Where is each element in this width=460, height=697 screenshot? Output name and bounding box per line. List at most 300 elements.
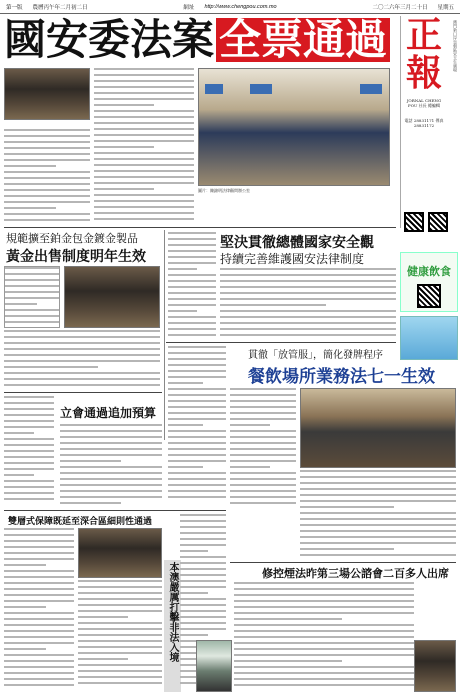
text-line — [300, 554, 456, 556]
text-line — [4, 444, 54, 446]
text-line — [300, 530, 456, 532]
text-line — [168, 382, 203, 384]
text-line — [4, 660, 74, 662]
text-line — [220, 310, 396, 312]
text-line — [234, 630, 414, 632]
text-line — [234, 588, 414, 590]
text-line — [180, 610, 226, 612]
text-line — [180, 526, 226, 528]
page-number: 第一版 — [6, 4, 23, 11]
article3-text-col1 — [168, 346, 226, 504]
text-line — [4, 330, 160, 332]
article2-text-col2 — [220, 268, 396, 340]
text-line — [234, 582, 414, 584]
top-info-bar — [0, 0, 460, 14]
text-line — [168, 280, 216, 282]
text-line — [94, 104, 154, 106]
masthead — [400, 16, 458, 228]
text-line — [4, 450, 54, 452]
text-line — [60, 490, 162, 492]
text-line — [4, 177, 90, 179]
text-line — [94, 176, 194, 178]
text-line — [4, 219, 90, 221]
text-line — [4, 564, 46, 566]
text-line — [168, 424, 203, 426]
article4-text-col2 — [60, 424, 162, 508]
text-line — [168, 328, 216, 330]
text-line — [234, 648, 414, 650]
text-line — [4, 528, 74, 530]
text-line — [94, 212, 194, 214]
text-line — [168, 454, 226, 456]
text-line — [94, 188, 154, 190]
text-line — [234, 660, 342, 662]
masthead-info-text: JORNAL CHENG POU 社長 總編輯 — [406, 98, 442, 108]
text-line — [4, 486, 54, 488]
ad-banner-image[interactable] — [400, 316, 458, 360]
qr-code-icon — [404, 212, 424, 232]
qr-code-icon — [428, 212, 448, 232]
weekday: 星期五 — [437, 4, 455, 11]
text-line — [4, 672, 74, 674]
text-line — [4, 195, 90, 197]
text-line — [234, 606, 414, 608]
text-line — [4, 474, 34, 476]
text-line — [4, 606, 46, 608]
text-line — [234, 678, 414, 680]
text-line — [4, 582, 74, 584]
text-line — [78, 658, 128, 660]
text-line — [168, 316, 216, 318]
text-line — [234, 672, 414, 674]
text-line — [180, 520, 226, 522]
text-line — [94, 200, 194, 202]
article6-text — [234, 582, 414, 692]
text-line — [4, 438, 54, 440]
text-line — [168, 256, 216, 258]
text-line — [4, 141, 90, 143]
text-line — [94, 128, 194, 130]
issue-date: 二〇二六年三月二十日 — [372, 4, 428, 11]
text-line — [5, 309, 59, 311]
text-line — [60, 472, 162, 474]
text-line — [4, 480, 54, 482]
text-line — [168, 310, 197, 312]
text-line — [180, 568, 226, 570]
text-line — [78, 670, 162, 672]
article7-vertical-title: 本澳嚴厲打擊非法入境 — [164, 560, 181, 692]
article1-title: 黃金出售制度明年生效 — [6, 249, 146, 265]
text-line — [4, 213, 90, 215]
text-line — [4, 354, 160, 356]
text-line — [78, 598, 162, 600]
text-line — [94, 206, 194, 208]
qr-code-icon — [417, 284, 441, 308]
gold-meeting-photo — [64, 266, 160, 328]
text-line — [4, 165, 56, 167]
text-line — [4, 462, 54, 464]
text-line — [94, 98, 194, 100]
text-line — [4, 420, 54, 422]
text-line — [4, 576, 74, 578]
text-line — [4, 684, 74, 686]
text-line — [78, 586, 162, 588]
text-line — [300, 536, 456, 538]
text-line — [94, 110, 194, 112]
text-line — [4, 492, 54, 494]
text-line — [168, 400, 226, 402]
text-line — [300, 542, 456, 544]
text-line — [78, 592, 162, 594]
text-line — [4, 189, 90, 191]
divider — [166, 342, 396, 343]
text-line — [220, 292, 396, 294]
text-line — [5, 279, 59, 281]
text-line — [94, 152, 194, 154]
text-line — [234, 684, 414, 686]
text-line — [94, 182, 194, 184]
text-line — [4, 600, 74, 602]
text-line — [180, 586, 226, 588]
web-label: 網址 — [183, 4, 195, 11]
text-line — [4, 342, 160, 344]
text-line — [5, 267, 59, 269]
article2-title: 堅決貫徹總體國家安全觀 — [220, 235, 374, 251]
text-line — [4, 408, 54, 410]
text-line — [234, 600, 414, 602]
article4-title: 立會通過追加預算 — [60, 406, 157, 420]
qr-codes — [404, 212, 448, 232]
text-line — [94, 116, 194, 118]
consultation-photo — [414, 640, 456, 692]
text-line — [300, 506, 394, 508]
text-line — [168, 304, 216, 306]
text-line — [4, 129, 90, 131]
text-line — [168, 292, 216, 294]
text-line — [230, 436, 296, 438]
text-line — [230, 400, 296, 402]
text-line — [4, 402, 54, 404]
text-line — [168, 370, 226, 372]
text-line — [94, 86, 194, 88]
text-line — [4, 171, 90, 173]
article1-subtitle: 規範擴至鉑金包金鍍金製品 — [6, 232, 138, 245]
text-line — [220, 286, 396, 288]
text-line — [168, 244, 216, 246]
text-line — [180, 622, 226, 624]
text-line — [168, 430, 226, 432]
text-line — [4, 348, 160, 350]
text-line — [60, 454, 162, 456]
text-line — [78, 646, 162, 648]
article-text-col1 — [4, 122, 90, 224]
text-line — [4, 468, 54, 470]
cooperation-zone-photo — [78, 528, 162, 578]
text-line — [94, 92, 194, 94]
text-line — [168, 394, 226, 396]
text-line — [78, 610, 162, 612]
text-line — [78, 628, 162, 630]
main-headline — [4, 16, 396, 64]
text-line — [168, 478, 226, 480]
text-line — [168, 298, 216, 300]
text-line — [4, 336, 160, 338]
text-line — [4, 678, 74, 680]
text-line — [4, 372, 160, 374]
police-photo — [196, 640, 232, 692]
text-line — [234, 618, 342, 620]
text-line — [4, 498, 54, 500]
text-line — [180, 634, 208, 636]
text-line — [300, 524, 456, 526]
text-line — [4, 366, 98, 368]
assembly-photo-1 — [4, 68, 90, 120]
text-line — [168, 484, 226, 486]
text-line — [168, 238, 216, 240]
screen-display — [205, 84, 223, 94]
text-line — [300, 482, 456, 484]
main-photo-caption: 圖片：陳錦明法律顧問辦公室 — [198, 188, 250, 193]
divider — [4, 392, 162, 393]
text-line — [220, 298, 396, 300]
website-link[interactable]: http://www.chengpou.com.mo — [204, 3, 277, 10]
text-line — [4, 540, 74, 542]
text-line — [180, 616, 226, 618]
masthead-address: 澳門新口岸皇朝區宋玉生廣場 — [453, 20, 458, 72]
text-line — [168, 376, 226, 378]
text-line — [168, 334, 216, 336]
text-line — [168, 448, 226, 450]
divider — [4, 227, 396, 228]
text-line — [234, 666, 414, 668]
text-line — [94, 194, 194, 196]
text-line — [168, 286, 216, 288]
article-text-col2 — [94, 68, 194, 224]
text-line — [4, 630, 74, 632]
text-line — [4, 642, 74, 644]
text-line — [94, 140, 194, 142]
text-line — [230, 448, 296, 450]
text-line — [168, 406, 226, 408]
text-line — [4, 618, 74, 620]
text-line — [230, 502, 296, 504]
newspaper-logo: 正報 — [405, 14, 442, 94]
text-line — [180, 556, 226, 558]
text-line — [4, 588, 74, 590]
text-line — [5, 291, 59, 293]
text-line — [168, 262, 216, 264]
text-line — [168, 436, 226, 438]
text-line — [4, 636, 74, 638]
text-line — [4, 594, 74, 596]
text-line — [4, 201, 90, 203]
text-line — [4, 396, 54, 398]
text-line — [300, 488, 456, 490]
text-line — [300, 470, 456, 472]
text-line — [4, 558, 74, 560]
text-line — [168, 352, 226, 354]
text-line — [4, 570, 74, 572]
text-line — [168, 388, 226, 390]
text-line — [78, 616, 128, 618]
text-line — [230, 418, 296, 420]
ad-title: 健康飲食 — [407, 265, 451, 278]
masthead-phone: 電話 28831171 傳真 28831172 — [404, 118, 444, 128]
text-line — [94, 146, 154, 148]
text-line — [168, 418, 226, 420]
text-line — [78, 676, 162, 678]
text-line — [60, 436, 162, 438]
text-line — [60, 430, 162, 432]
text-line — [4, 546, 74, 548]
article4-text-col1 — [4, 396, 54, 508]
text-line — [5, 315, 59, 317]
text-line — [180, 604, 226, 606]
text-line — [60, 502, 121, 504]
text-line — [4, 612, 74, 614]
text-line — [220, 322, 396, 324]
text-line — [94, 68, 194, 70]
text-line — [230, 454, 296, 456]
text-line — [234, 594, 414, 596]
text-line — [230, 394, 296, 396]
text-line — [4, 153, 90, 155]
text-line — [78, 640, 162, 642]
article2-subtitle: 持續完善維護國安法律制度 — [220, 252, 365, 266]
column-divider — [164, 230, 165, 440]
text-line — [4, 666, 74, 668]
text-line — [220, 316, 396, 318]
screen-display — [250, 84, 272, 94]
text-line — [230, 412, 296, 414]
text-line — [168, 490, 226, 492]
text-line — [300, 518, 456, 520]
text-line — [168, 472, 226, 474]
text-line — [168, 460, 226, 462]
text-line — [5, 285, 59, 287]
text-line — [220, 328, 396, 330]
article2-text-col1 — [168, 232, 216, 340]
text-line — [180, 580, 226, 582]
article1-summary-box — [4, 266, 60, 328]
text-line — [60, 448, 162, 450]
text-line — [4, 360, 160, 362]
text-line — [234, 654, 414, 656]
text-line — [78, 652, 162, 654]
text-line — [94, 158, 194, 160]
article3-text-col2 — [230, 388, 296, 508]
text-line — [78, 682, 162, 684]
text-line — [168, 250, 216, 252]
text-line — [60, 460, 121, 462]
text-line — [5, 321, 59, 323]
text-line — [180, 532, 226, 534]
text-line — [180, 592, 208, 594]
text-line — [4, 426, 54, 428]
text-line — [94, 170, 194, 172]
text-line — [4, 432, 34, 434]
text-line — [168, 358, 226, 360]
text-line — [180, 562, 226, 564]
masthead-info — [404, 98, 444, 128]
text-line — [180, 628, 226, 630]
health-ad[interactable] — [400, 252, 458, 312]
text-line — [4, 552, 74, 554]
text-line — [78, 604, 162, 606]
divider — [230, 562, 456, 563]
text-line — [78, 634, 162, 636]
text-line — [168, 466, 203, 468]
text-line — [60, 484, 162, 486]
text-line — [180, 538, 226, 540]
text-line — [4, 159, 90, 161]
text-line — [234, 642, 414, 644]
text-line — [60, 442, 162, 444]
text-line — [180, 544, 226, 546]
article5-text-col1 — [4, 528, 74, 692]
text-line — [94, 74, 194, 76]
text-line — [60, 496, 162, 498]
text-line — [230, 460, 296, 462]
article5-title: 雙層式保障既延至深合區細則性通過 — [8, 517, 153, 527]
text-line — [78, 622, 162, 624]
article3-subtitle: 貫徹「放管服」，簡化發牌程序 — [248, 350, 383, 361]
text-line — [220, 304, 326, 306]
screen-display — [360, 84, 382, 94]
article1-text — [4, 330, 160, 390]
text-line — [300, 476, 456, 478]
lunar-date: 農曆丙午年二月初二日 — [32, 4, 88, 11]
headline-red-part: 全票通過 — [216, 18, 390, 62]
text-line — [4, 147, 90, 149]
text-line — [230, 466, 270, 468]
text-line — [230, 406, 296, 408]
text-line — [168, 232, 216, 234]
text-line — [300, 548, 394, 550]
text-line — [4, 654, 74, 656]
text-line — [300, 494, 456, 496]
text-line — [234, 612, 414, 614]
text-line — [168, 442, 226, 444]
text-line — [180, 598, 226, 600]
text-line — [4, 648, 46, 650]
article5-text-col2 — [78, 580, 162, 692]
article3-title: 餐飲場所業務法七一生效 — [248, 367, 435, 387]
text-line — [220, 268, 396, 270]
text-line — [5, 303, 37, 305]
text-line — [4, 135, 90, 137]
text-line — [168, 364, 226, 366]
text-line — [60, 424, 162, 426]
text-line — [60, 466, 162, 468]
text-line — [230, 472, 296, 474]
text-line — [4, 384, 160, 386]
text-line — [168, 322, 216, 324]
text-line — [94, 218, 194, 220]
headline-black-part: 國安委法案 — [4, 15, 215, 64]
text-line — [230, 430, 296, 432]
article6-title: 修控煙法昨第三場公諮會二百多人出席 — [262, 567, 449, 580]
text-line — [94, 122, 194, 124]
text-line — [168, 496, 226, 498]
text-line — [4, 183, 90, 185]
text-line — [4, 378, 160, 380]
text-line — [4, 414, 54, 416]
text-line — [168, 412, 226, 414]
text-line — [230, 478, 296, 480]
text-line — [220, 280, 396, 282]
text-line — [78, 664, 162, 666]
